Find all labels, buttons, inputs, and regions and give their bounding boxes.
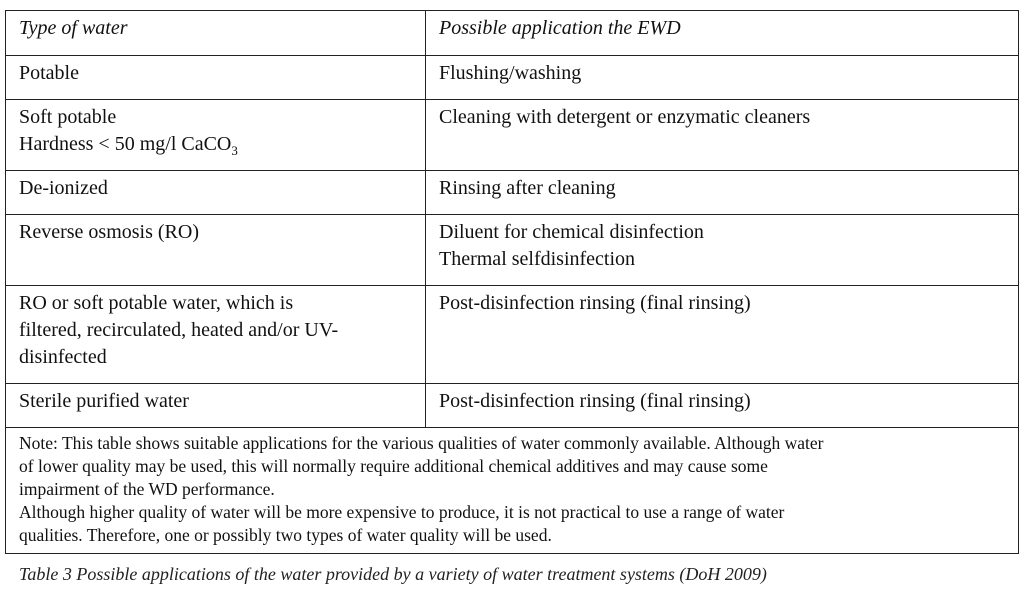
cell-application — [426, 215, 1019, 286]
table-caption: Table 3 Possible applications of the water provided by a variety of water treatment systems (DoH 2009) — [19, 564, 767, 584]
cell-application-line: Flushing/washing — [439, 62, 582, 84]
cell-type-line: Reverse osmosis (RO) — [19, 221, 199, 243]
note-line: of lower quality may be used, this will normally require additional chemical additives and may cause some — [19, 456, 768, 476]
note-line: qualities. Therefore, one or possibly two types of water quality will be used. — [19, 525, 552, 545]
cell-type — [6, 100, 426, 171]
header-possible-application: Possible application the EWD — [426, 11, 1019, 56]
cell-type-line: disinfected — [19, 346, 107, 368]
table-row — [6, 286, 1019, 384]
cell-type — [6, 171, 426, 215]
cell-type-line: filtered, recirculated, heated and/or UV- — [19, 319, 339, 341]
cell-application-line: Thermal selfdisinfection — [439, 248, 636, 270]
table-row — [6, 100, 1019, 171]
subscript-3: 3 — [231, 143, 238, 158]
table-note — [6, 428, 1019, 554]
cell-application — [426, 384, 1019, 428]
note-line: Note: This table shows suitable applications for the various qualities of water commonly available. Although water — [19, 433, 824, 453]
cell-application-line: Diluent for chemical disinfection — [439, 221, 704, 243]
cell-application-line: Rinsing after cleaning — [439, 177, 616, 199]
cell-type-line: Soft potable — [19, 106, 117, 128]
cell-application — [426, 171, 1019, 215]
note-line: Although higher quality of water will be more expensive to produce, it is not practical to use a range of water — [19, 502, 785, 522]
cell-type-line: Potable — [19, 62, 79, 84]
cell-application — [426, 100, 1019, 171]
hardness-text: Hardness < 50 mg/l CaCO — [19, 133, 232, 155]
cell-type-line: RO or soft potable water, which is — [19, 292, 294, 314]
cell-application — [426, 56, 1019, 100]
note-line: impairment of the WD performance. — [19, 479, 275, 499]
cell-application-line: Post-disinfection rinsing (final rinsing) — [439, 292, 751, 314]
cell-type — [6, 384, 426, 428]
water-table-container — [5, 10, 1018, 554]
header-type-of-water: Type of water — [6, 11, 426, 56]
water-applications-table — [5, 10, 1019, 554]
table-note-row — [6, 428, 1019, 554]
table-row — [6, 56, 1019, 100]
cell-type-line: Sterile purified water — [19, 390, 189, 412]
cell-type — [6, 56, 426, 100]
table-row — [6, 384, 1019, 428]
table-row — [6, 171, 1019, 215]
table-header-row — [6, 11, 1019, 56]
cell-type-line — [19, 131, 417, 158]
cell-application — [426, 286, 1019, 384]
cell-application-line: Cleaning with detergent or enzymatic cleaners — [439, 106, 811, 128]
cell-type — [6, 286, 426, 384]
cell-type — [6, 215, 426, 286]
table-row — [6, 215, 1019, 286]
cell-type-line: De-ionized — [19, 177, 108, 199]
cell-application-line: Post-disinfection rinsing (final rinsing) — [439, 390, 751, 412]
